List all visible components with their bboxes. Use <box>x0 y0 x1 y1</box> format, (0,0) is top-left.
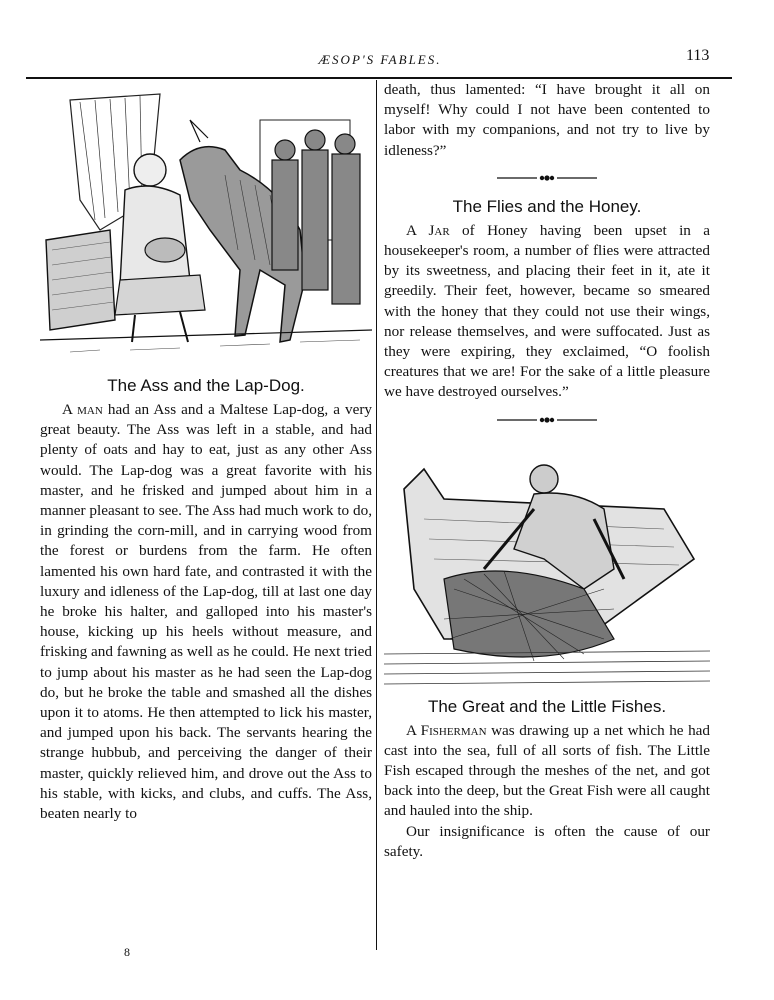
fable-text-great-little-fishes <box>384 721 710 822</box>
fable-title-flies-honey: The Flies and the Honey. <box>452 196 642 216</box>
opening-word: A man <box>62 401 103 418</box>
opening-word: A Fisherman <box>406 721 487 739</box>
running-title: ÆSOP'S FABLES. <box>318 52 442 67</box>
opening-word: A Jar <box>406 221 450 239</box>
signature-mark: 8 <box>124 945 130 959</box>
paragraph-body: of Honey having been upset in a housekeeper's room, a number of flies were attracted by its sweetness, and placing their feet in it, ate it greedily. Their feet, however, became so smeared with the honey that they could not use their wings, nor release themselves, and were suffocated. Just as they were expiring, they exclaimed, “O foolish creatures that we are! For the sake of a little pleasure we have destroyed ourselves.” <box>384 221 710 401</box>
column-divider <box>376 80 377 950</box>
left-column <box>40 80 372 824</box>
fable-text-ass-lapdog <box>40 400 372 824</box>
paragraph-body: was drawing up a net which he had cast into the sea, full of all sorts of fish. The Little Fish escaped through the meshes of the net, and got back into the deep, but the Great Fish were all caught and hauled into the ship. <box>384 721 711 820</box>
right-column <box>384 80 710 862</box>
header-rule <box>26 77 732 79</box>
fable-title-ass-lapdog: The Ass and the Lap-Dog. <box>107 376 305 395</box>
paragraph-body: had an Ass and a Maltese Lap-dog, a very great beauty. The Ass was left in a stable, and had plenty of oats and hay to eat, just as any other Ass would. The Lap-dog was a great favorite with his master, and he frisked and jumped about him in a manner pleasant to see. The Ass had much work to do, in grinding the corn-mill, and in carrying wood from the forest or burdens from the farm. He often lamented his own hard fate, and contrasted it with the luxury and idleness of the Lap-dog, till at last one day he broke his halter, and galloped into his master's house, kicking up his heels without measure, and frisking and fawning as well as he could. He next tried to jump about his master as he had seen the Lap-dog do, but he broke the table and smashed all the dishes upon it to atoms. He then attempted to lick his master, and jumped upon his back. The servants hearing the strange hubbub, and perceiving the danger of their master, quickly relieved him, and drove out the Ass to his stable, with kicks, and clubs, and cuffs. The Ass, beaten nearly to <box>40 401 372 823</box>
fisherman-illustration <box>384 439 710 691</box>
ornament-divider <box>497 413 597 427</box>
fable-text-flies-honey <box>384 221 710 403</box>
fable-title-great-little-fishes: The Great and the Little Fishes. <box>427 696 667 716</box>
page-number: 113 <box>686 47 710 64</box>
continued-text: death, thus lamented: “I have brought it all on myself! Why could I not have been contented to labor with my companions, and not try to live by idleness?” <box>384 81 710 159</box>
ass-lapdog-illustration <box>40 80 372 370</box>
fable-moral-great-little-fishes: Our insignificance is often the cause of our safety. <box>384 822 710 860</box>
ornament-divider <box>497 171 597 185</box>
